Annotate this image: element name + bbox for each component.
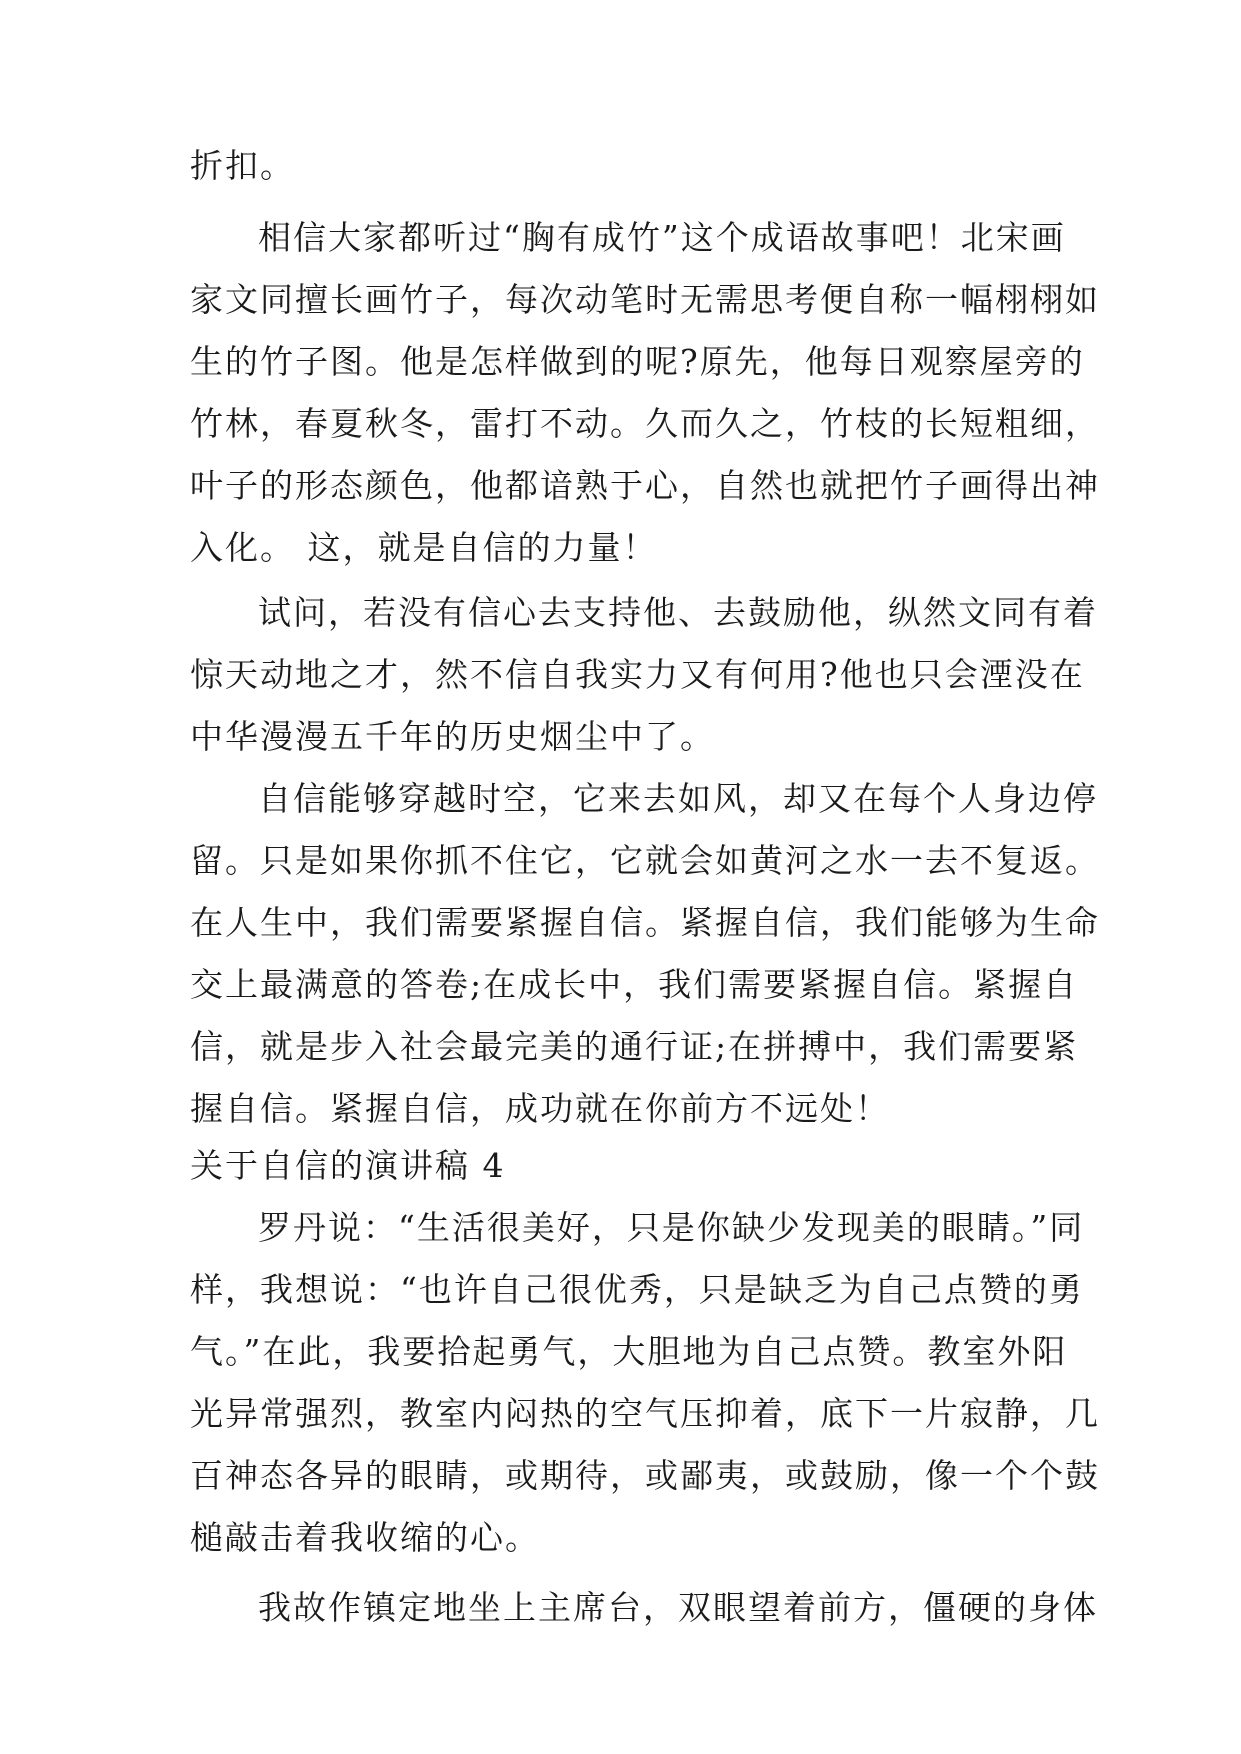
paragraph-start-line: 试问，若没有信心去支持他、去鼓励他，纵然文同有着 — [258, 593, 1098, 632]
text-line: 折扣。 — [190, 146, 295, 185]
text-line: 中华漫漫五千年的历史烟尘中了。 — [190, 717, 715, 756]
section-heading: 关于自信的演讲稿 4 — [190, 1146, 506, 1185]
text-line: 槌敲击着我收缩的心。 — [190, 1518, 540, 1557]
paragraph-start-line: 自信能够穿越时空，它来去如风，却又在每个人身边停 — [258, 779, 1098, 818]
text-line: 生的竹子图。他是怎样做到的呢?原先，他每日观察屋旁的 — [190, 342, 1085, 381]
text-line: 样，我想说：“也许自己很优秀，只是缺乏为自己点赞的勇 — [190, 1270, 1084, 1309]
paragraph-start-line: 我故作镇定地坐上主席台，双眼望着前方，僵硬的身体 — [258, 1588, 1098, 1627]
text-line: 竹林，春夏秋冬，雷打不动。久而久之，竹枝的长短粗细， — [190, 404, 1100, 443]
paragraph-start-line: 相信大家都听过“胸有成竹”这个成语故事吧！北宋画 — [258, 218, 1066, 257]
text-line: 入化。 这，就是自信的力量！ — [190, 528, 658, 567]
text-line: 惊天动地之才，然不信自我实力又有何用?他也只会湮没在 — [190, 655, 1085, 694]
text-line: 交上最满意的答卷;在成长中，我们需要紧握自信。紧握自 — [190, 965, 1079, 1004]
text-line: 光异常强烈，教室内闷热的空气压抑着，底下一片寂静，几 — [190, 1394, 1100, 1433]
text-line: 百神态各异的眼睛，或期待，或鄙夷，或鼓励，像一个个鼓 — [190, 1456, 1100, 1495]
paragraph-start-line: 罗丹说：“生活很美好，只是你缺少发现美的眼睛。”同 — [258, 1208, 1085, 1247]
text-line: 家文同擅长画竹子，每次动笔时无需思考便自称一幅栩栩如 — [190, 280, 1100, 319]
text-line: 握自信。紧握自信，成功就在你前方不远处！ — [190, 1089, 890, 1128]
text-line: 气。”在此，我要拾起勇气，大胆地为自己点赞。教室外阳 — [190, 1332, 1068, 1371]
text-line: 信，就是步入社会最完美的通行证;在拼搏中，我们需要紧 — [190, 1027, 1079, 1066]
text-line: 在人生中，我们需要紧握自信。紧握自信，我们能够为生命 — [190, 903, 1100, 942]
text-line: 叶子的形态颜色，他都谙熟于心，自然也就把竹子画得出神 — [190, 466, 1100, 505]
text-line: 留。只是如果你抓不住它，它就会如黄河之水一去不复返。 — [190, 841, 1100, 880]
